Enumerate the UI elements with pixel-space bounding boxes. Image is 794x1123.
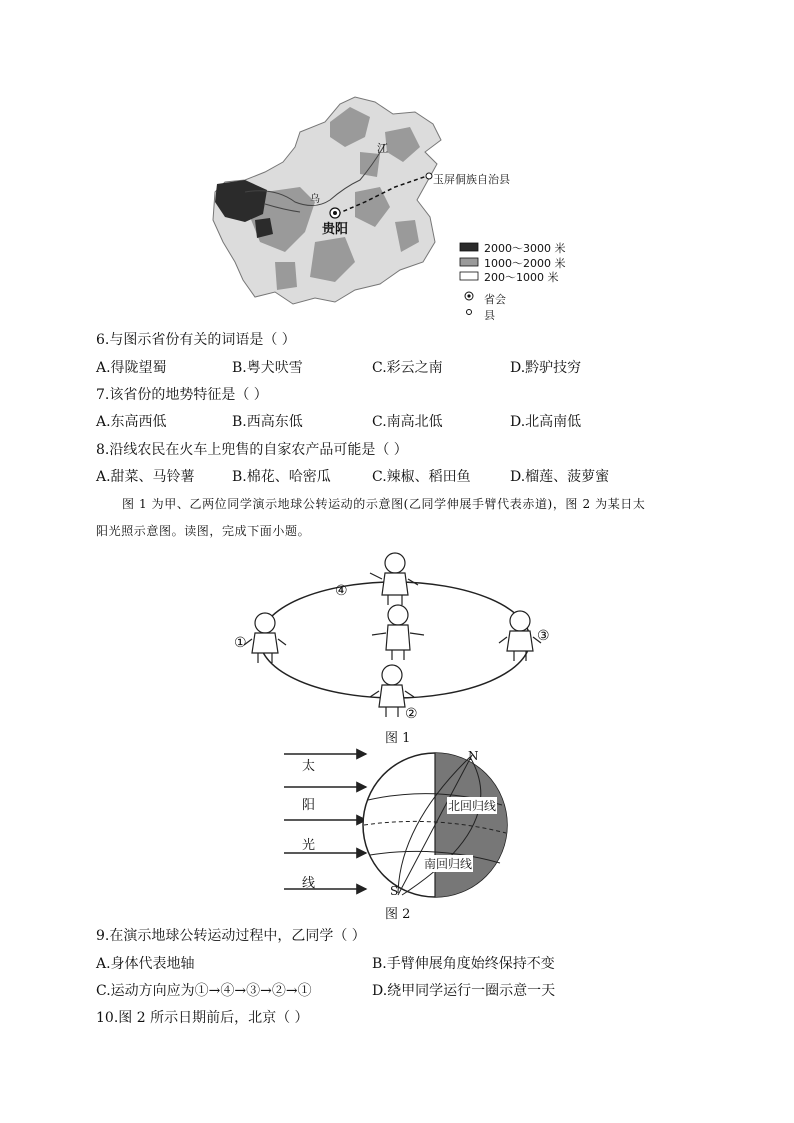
- capital-label: 贵阳: [322, 222, 349, 237]
- legend-capital-label: 省会: [484, 293, 506, 306]
- legend-swatch-low: [460, 272, 478, 280]
- legend-county-icon: [467, 310, 472, 315]
- legend-swatch-high: [460, 243, 478, 251]
- q6-option-b[interactable]: B.粤犬吠雪: [232, 360, 303, 376]
- q9-option-a[interactable]: A.身体代表地轴: [96, 956, 195, 972]
- student-right: [499, 611, 541, 661]
- marker-2: ②: [405, 706, 418, 722]
- legend-mid-label: 1000～2000 米: [484, 257, 566, 270]
- river-label: 江: [377, 142, 388, 155]
- marker-1: ①: [234, 635, 247, 651]
- river-label-2: 乌: [310, 194, 320, 205]
- q6-option-a[interactable]: A.得陇望蜀: [96, 360, 167, 376]
- q8-option-d[interactable]: D.榴莲、菠萝蜜: [510, 469, 610, 485]
- q9-option-d[interactable]: D.绕甲同学运行一圈示意一天: [372, 983, 556, 999]
- tropic-south-label: 南回归线: [424, 857, 473, 871]
- legend-high-label: 2000～3000 米: [484, 242, 566, 255]
- province-map: [205, 92, 585, 322]
- figure-2-caption: 图 2: [385, 907, 411, 922]
- q7-option-d[interactable]: D.北高南低: [510, 414, 582, 430]
- night-side: [435, 753, 507, 897]
- q6-stem: 6.与图示省份有关的词语是（ ）: [96, 332, 296, 348]
- q9-option-c[interactable]: C.运动方向应为①→④→③→②→①: [96, 983, 312, 999]
- q7-option-b[interactable]: B.西高东低: [232, 414, 303, 430]
- legend-county-label: 县: [484, 309, 495, 322]
- south-pole-label: S: [390, 884, 399, 898]
- intro-line-1: 图 1 为甲、乙两位同学演示地球公转运动的示意图(乙同学伸展手臂代表赤道)，图 2 为某日太: [122, 497, 646, 511]
- student-top: [370, 553, 418, 605]
- legend-low-label: 200～1000 米: [484, 271, 559, 284]
- q6-option-c[interactable]: C.彩云之南: [372, 360, 443, 376]
- marker-3: ③: [537, 628, 550, 644]
- student-center: [372, 605, 424, 660]
- q9-stem: 9.在演示地球公转运动过程中，乙同学（ ）: [96, 928, 366, 944]
- q6-option-d[interactable]: D.黔驴技穷: [510, 360, 582, 376]
- sun-word-4: 线: [302, 876, 316, 891]
- sun-word-1: 太: [302, 759, 316, 774]
- intro-line-2: 阳光照示意图。读图，完成下面小题。: [96, 524, 311, 538]
- sun-word-2: 阳: [302, 798, 316, 813]
- county-marker: [426, 173, 432, 179]
- county-label: 玉屏侗族自治县: [433, 173, 510, 186]
- tropic-north-label: 北回归线: [448, 799, 497, 813]
- q8-stem: 8.沿线农民在火车上兜售的自家农产品可能是（ ）: [96, 442, 408, 458]
- sun-word-3: 光: [302, 838, 316, 853]
- q7-option-c[interactable]: C.南高北低: [372, 414, 443, 430]
- q9-option-b[interactable]: B.手臂伸展角度始终保持不变: [372, 956, 555, 972]
- north-pole-label: N: [468, 749, 479, 763]
- legend-swatch-mid: [460, 258, 478, 266]
- q8-option-a[interactable]: A.甜菜、马铃薯: [96, 469, 195, 485]
- figure-2-diagram: [280, 745, 520, 905]
- q7-option-a[interactable]: A.东高西低: [96, 414, 167, 430]
- q7-stem: 7.该省份的地势特征是（ ）: [96, 387, 268, 403]
- marker-4: ④: [335, 583, 348, 599]
- q8-option-b[interactable]: B.棉花、哈密瓜: [232, 469, 331, 485]
- figure-1-diagram: [220, 545, 580, 725]
- q10-stem: 10.图 2 所示日期前后，北京（ ）: [96, 1010, 309, 1026]
- figure-1-caption: 图 1: [385, 731, 411, 746]
- q8-option-c[interactable]: C.辣椒、稻田鱼: [372, 469, 471, 485]
